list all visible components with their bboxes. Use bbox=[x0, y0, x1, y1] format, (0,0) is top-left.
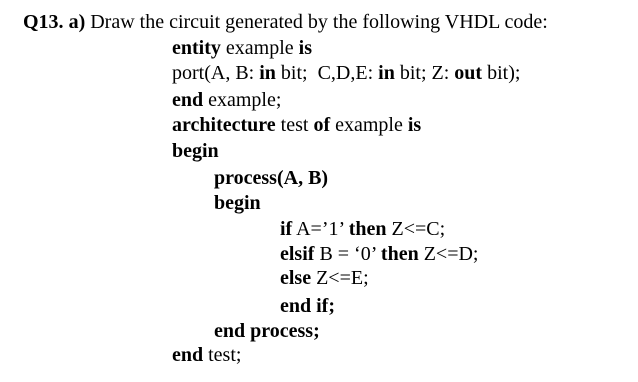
architecture-entity: example bbox=[330, 114, 408, 136]
code-line-if bbox=[280, 217, 445, 241]
if-condition: A=’1’ bbox=[292, 218, 349, 240]
port-mid-2: bit; Z: bbox=[394, 62, 455, 84]
code-line-entity bbox=[172, 36, 312, 60]
code-line-architecture bbox=[172, 113, 421, 137]
question-part: a) bbox=[68, 11, 86, 33]
code-line-process-begin: begin bbox=[214, 192, 261, 214]
keyword-in: in bbox=[378, 62, 395, 84]
port-mid-1: bit; C,D,E: bbox=[275, 62, 379, 84]
keyword-of: of bbox=[313, 114, 331, 136]
keyword-else: else bbox=[280, 267, 312, 289]
code-line-elsif bbox=[280, 242, 478, 266]
code-line-process bbox=[214, 166, 328, 190]
keyword-end: end bbox=[172, 89, 204, 111]
keyword-if: if bbox=[280, 218, 293, 240]
architecture-name: test bbox=[275, 114, 314, 136]
keyword-out: out bbox=[454, 62, 483, 84]
elsif-condition: B = ‘0’ bbox=[314, 243, 381, 265]
keyword-then: then bbox=[348, 218, 387, 240]
end-architecture-rest: test; bbox=[203, 344, 242, 366]
code-line-end-entity bbox=[172, 88, 281, 112]
keyword-is: is bbox=[298, 37, 312, 59]
process-sensitivity: (A, B) bbox=[276, 167, 329, 189]
keyword-architecture: architecture bbox=[172, 114, 276, 136]
question-number: Q13. bbox=[23, 11, 64, 33]
keyword-process: process bbox=[214, 167, 277, 189]
else-assignment: Z<=E; bbox=[311, 267, 369, 289]
code-line-end-process: end process; bbox=[214, 320, 320, 342]
keyword-elsif: elsif bbox=[280, 243, 315, 265]
keyword-is: is bbox=[407, 114, 422, 136]
code-line-else bbox=[280, 266, 369, 290]
port-close: bit); bbox=[482, 62, 521, 84]
keyword-in: in bbox=[259, 62, 276, 84]
code-line-port bbox=[172, 61, 520, 85]
entity-name: example bbox=[220, 37, 299, 59]
port-open: port(A, B: bbox=[172, 62, 260, 84]
if-assignment: Z<=C; bbox=[386, 218, 446, 240]
question-prompt: Draw the circuit generated by the following VHDL code: bbox=[85, 11, 548, 33]
code-line-end-if: end if; bbox=[280, 295, 335, 317]
elsif-assignment: Z<=D; bbox=[418, 243, 479, 265]
keyword-then: then bbox=[380, 243, 419, 265]
keyword-entity: entity bbox=[172, 37, 221, 59]
code-line-begin: begin bbox=[172, 140, 219, 162]
question-line bbox=[23, 10, 548, 34]
end-entity-rest: example; bbox=[203, 89, 282, 111]
keyword-end: end bbox=[172, 344, 204, 366]
code-line-end-architecture bbox=[172, 343, 241, 367]
